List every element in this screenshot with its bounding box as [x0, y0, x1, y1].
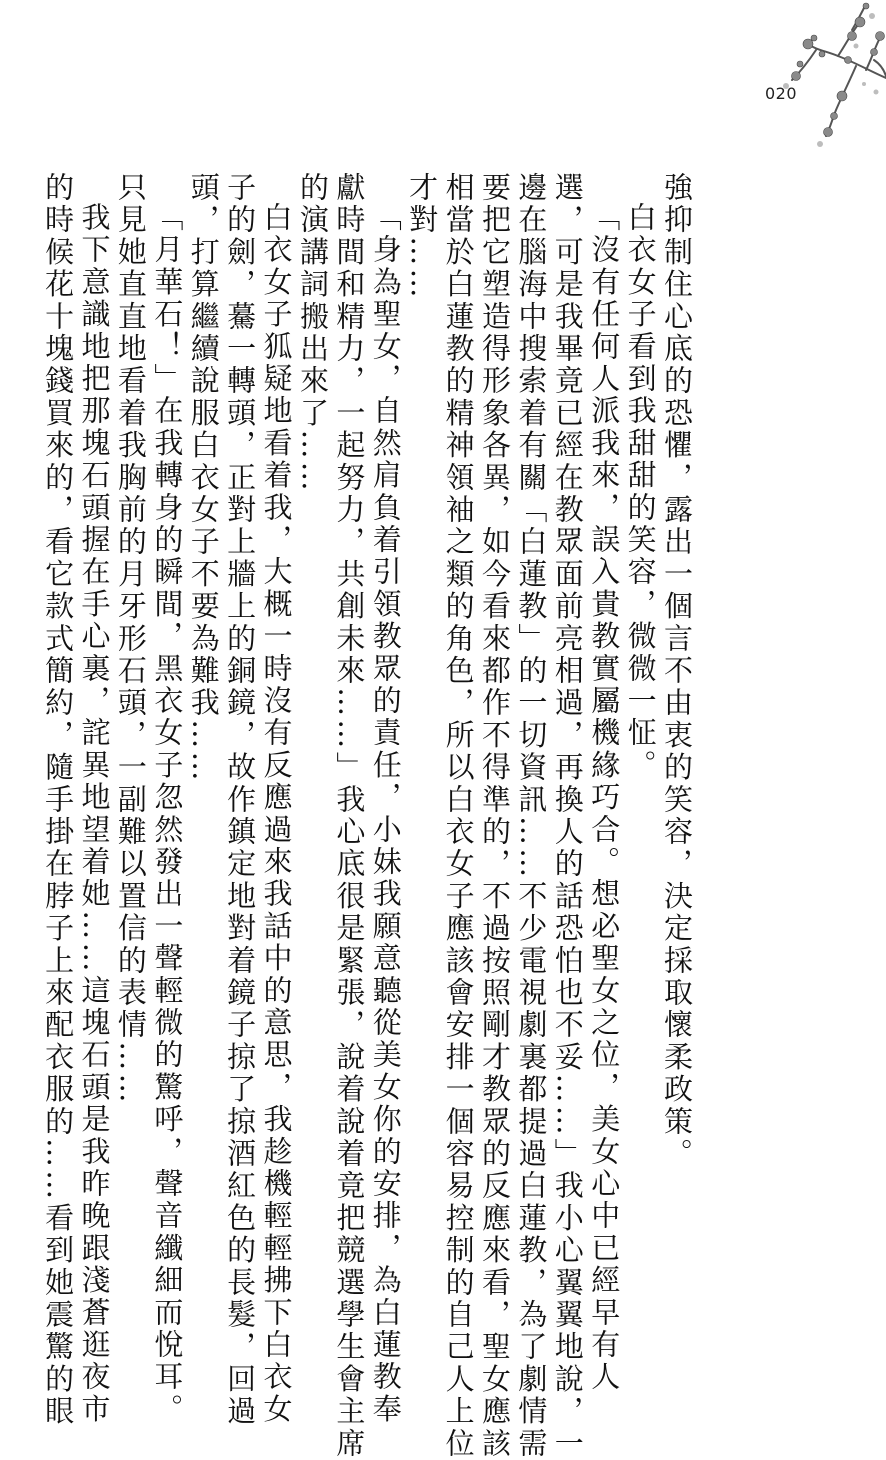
- text-column: 的演講詞搬出來了……: [295, 172, 330, 494]
- text-column: 強抑制住心底的恐懼，露出一個言不由衷的笑容，決定採取懷柔政策。: [660, 172, 694, 1171]
- text-column: 「身為聖女，自然肩負着引領教眾的責任，小妹我願意聽從美女你的安排，為白蓮教奉: [368, 202, 403, 1426]
- text-column: 「沒有任何人派我來，誤入貴教實屬機緣巧合。想必聖女之位，美女心中已經早有人: [587, 202, 622, 1394]
- text-column: 頭，打算繼續說服白衣女子不要為難我……: [186, 172, 221, 784]
- body-text: [41, 172, 695, 1460]
- text-column: 要把它塑造得形象各異，如今看來都作不得準的，不過按照剛才教眾的反應來看，聖女應該: [477, 172, 512, 1460]
- text-column: 「月華石！」在我轉身的瞬間，黑衣女子忽然發出一聲輕微的驚呼，聲音纖細而悅耳。: [150, 202, 185, 1426]
- text-column: 相當於白蓮教的精神領袖之類的角色，所以白衣女子應該會安排一個容易控制的自己人上位: [441, 172, 476, 1460]
- text-column: 邊在腦海中搜索着有關「白蓮教」的一切資訊……不少電視劇裏都提過白蓮教，為了劇情需: [514, 172, 549, 1460]
- plum-blossom-branch-icon: [756, 0, 886, 150]
- text-column: 白衣女子看到我甜甜的笑容，微微一怔。: [623, 202, 658, 782]
- text-column: 子的劍，驀一轉頭，正對上牆上的銅鏡，故作鎮定地對着鏡子掠了掠酒紅色的長髮，回過: [223, 172, 258, 1428]
- text-column: 我下意識地把那塊石頭握在手心裏，詫異地望着她……這塊石頭是我昨晚跟淺蒼逛夜市: [77, 202, 112, 1426]
- text-column: 只見她直直地看着我胸前的月牙形石頭，一副難以置信的表情……: [113, 172, 148, 1106]
- text-column: 白衣女子狐疑地看着我，大概一時沒有反應過來我話中的意思，我趁機輕輕拂下白衣女: [259, 202, 294, 1426]
- text-column: 獻時間和精力，一起努力，共創未來……」我心底很是緊張，說着說着竟把競選學生會主席: [332, 172, 367, 1460]
- text-column: 才對……: [405, 172, 440, 301]
- text-column: 的時候花十塊錢買來的，看它款式簡約，隨手掛在脖子上來配衣服的……看到她震驚的眼: [41, 172, 76, 1428]
- text-column: 選，可是我畢竟已經在教眾面前亮相過，再換人的話恐怕也不妥……」我小心翼翼地說，一: [550, 172, 585, 1460]
- page-number: 020: [765, 84, 798, 103]
